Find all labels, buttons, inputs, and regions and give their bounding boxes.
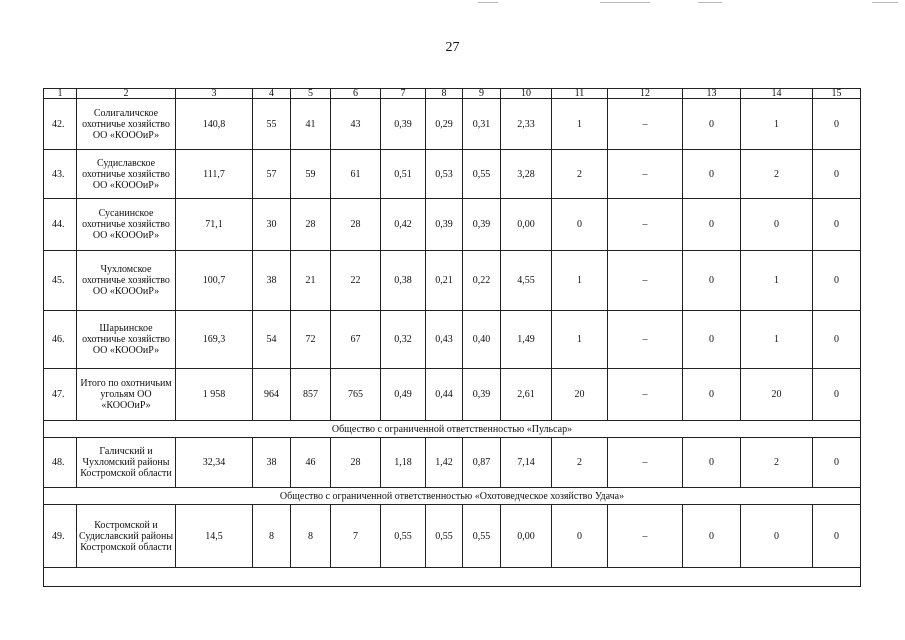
organization-name: Общество с ограниченной ответственностью «Пульсар»	[44, 421, 861, 438]
table-cell: 0	[552, 199, 608, 251]
column-header: 11	[552, 89, 608, 99]
table-cell: 0,51	[381, 150, 426, 199]
table-cell: 7	[331, 505, 381, 568]
column-header: 14	[741, 89, 813, 99]
row-number: 43.	[44, 150, 77, 199]
table-cell: 0	[813, 438, 861, 488]
table-cell: 30	[253, 199, 291, 251]
scan-marks	[0, 0, 905, 8]
table-cell: 0,43	[426, 311, 463, 369]
table-cell: 43	[331, 99, 381, 150]
row-number: 48.	[44, 438, 77, 488]
row-number: 46.	[44, 311, 77, 369]
table-cell: 0,87	[463, 438, 501, 488]
row-name: Солигаличское охотничье хозяйство ОО «КОООиР»	[77, 99, 176, 150]
table-cell: 1	[552, 311, 608, 369]
column-header: 9	[463, 89, 501, 99]
table-cell: 57	[253, 150, 291, 199]
column-header: 4	[253, 89, 291, 99]
table-cell: 2	[552, 438, 608, 488]
table-cell: 0,39	[426, 199, 463, 251]
column-header: 5	[291, 89, 331, 99]
table-cell: 0,55	[463, 505, 501, 568]
table-cell: 0	[813, 150, 861, 199]
table-cell: 0,39	[463, 369, 501, 421]
table-cell: –	[608, 99, 683, 150]
table-cell: 28	[291, 199, 331, 251]
table-cell: 1	[741, 251, 813, 311]
table-cell: 20	[741, 369, 813, 421]
table-cell: 0,31	[463, 99, 501, 150]
page-number: 27	[445, 40, 460, 55]
table-cell: 54	[253, 311, 291, 369]
table-cell: 72	[291, 311, 331, 369]
table-row	[44, 150, 861, 199]
table-cell: 1 958	[176, 369, 253, 421]
table-cell: 59	[291, 150, 331, 199]
table-cell: 22	[331, 251, 381, 311]
table-cell: 0,49	[381, 369, 426, 421]
table-cell: 67	[331, 311, 381, 369]
table-cell: 0	[813, 251, 861, 311]
table-cell: 0,00	[501, 199, 552, 251]
table-cell: 14,5	[176, 505, 253, 568]
table-cell: 1	[552, 99, 608, 150]
column-header: 13	[683, 89, 741, 99]
table-cell: 0,42	[381, 199, 426, 251]
table-cell: 2	[741, 438, 813, 488]
column-header: 3	[176, 89, 253, 99]
table-cell: 46	[291, 438, 331, 488]
table-cell: 8	[253, 505, 291, 568]
table-row	[44, 251, 861, 311]
table-cell: 140,8	[176, 99, 253, 150]
row-number: 45.	[44, 251, 77, 311]
empty-cell	[44, 568, 861, 587]
table-cell: –	[608, 199, 683, 251]
table-cell: 28	[331, 199, 381, 251]
table-cell: –	[608, 311, 683, 369]
table-cell: 55	[253, 99, 291, 150]
table-cell: 111,7	[176, 150, 253, 199]
table-row	[44, 505, 861, 568]
table-cell: 765	[331, 369, 381, 421]
table-cell: 38	[253, 438, 291, 488]
table-cell: 0	[813, 505, 861, 568]
table-cell: 0,39	[463, 199, 501, 251]
table-cell: 2	[741, 150, 813, 199]
table-cell: 20	[552, 369, 608, 421]
table-cell: 964	[253, 369, 291, 421]
table-cell: 28	[331, 438, 381, 488]
table-cell: 38	[253, 251, 291, 311]
column-header: 15	[813, 89, 861, 99]
organization-name: Общество с ограниченной ответственностью «Охотоведческое хозяйство Удача»	[44, 488, 861, 505]
table-cell: 4,55	[501, 251, 552, 311]
table-cell: 0	[683, 311, 741, 369]
table-cell: 0,55	[381, 505, 426, 568]
table-cell: 0,00	[501, 505, 552, 568]
table-cell: 2,33	[501, 99, 552, 150]
empty-row	[44, 568, 861, 587]
row-name: Судиславское охотничье хозяйство ОО «КОООиР»	[77, 150, 176, 199]
table-cell: 71,1	[176, 199, 253, 251]
table-cell: 0,22	[463, 251, 501, 311]
row-number: 42.	[44, 99, 77, 150]
table-cell: 0	[741, 199, 813, 251]
table-cell: 169,3	[176, 311, 253, 369]
table-cell: 1,42	[426, 438, 463, 488]
column-header: 6	[331, 89, 381, 99]
table-cell: 100,7	[176, 251, 253, 311]
table-row	[44, 438, 861, 488]
table-cell: –	[608, 505, 683, 568]
column-header: 7	[381, 89, 426, 99]
table-body	[44, 89, 861, 587]
table-row	[44, 99, 861, 150]
row-number: 49.	[44, 505, 77, 568]
column-header: 2	[77, 89, 176, 99]
row-number: 47.	[44, 369, 77, 421]
table-cell: 0,29	[426, 99, 463, 150]
table-cell: 1,49	[501, 311, 552, 369]
table-cell: 2,61	[501, 369, 552, 421]
table-row	[44, 311, 861, 369]
row-name: Костромской и Судиславский районы Костромской области	[77, 505, 176, 568]
table-cell: 0	[683, 199, 741, 251]
table-row	[44, 369, 861, 421]
table-cell: 1	[741, 311, 813, 369]
table-cell: 0,40	[463, 311, 501, 369]
table-cell: 0,53	[426, 150, 463, 199]
row-name: Сусанинское охотничье хозяйство ОО «КОООиР»	[77, 199, 176, 251]
row-name: Итого по охотничьим угольям ОО «КОООиР»	[77, 369, 176, 421]
table-cell: 1,18	[381, 438, 426, 488]
table-cell: 0	[813, 199, 861, 251]
data-table	[43, 88, 861, 587]
table-cell: 0	[683, 99, 741, 150]
table-cell: 0	[683, 438, 741, 488]
row-name: Шарьинское охотничье хозяйство ОО «КОООиР»	[77, 311, 176, 369]
table-cell: 7,14	[501, 438, 552, 488]
table-cell: 1	[552, 251, 608, 311]
organization-row	[44, 488, 861, 505]
column-header: 10	[501, 89, 552, 99]
table-cell: 0,55	[463, 150, 501, 199]
table-cell: 2	[552, 150, 608, 199]
table-cell: 0,21	[426, 251, 463, 311]
table-cell: 0	[552, 505, 608, 568]
table-cell: 21	[291, 251, 331, 311]
table-cell: 0	[813, 311, 861, 369]
column-header: 8	[426, 89, 463, 99]
table-cell: 32,34	[176, 438, 253, 488]
table-cell: –	[608, 150, 683, 199]
column-header: 12	[608, 89, 683, 99]
table-cell: 0,55	[426, 505, 463, 568]
table-cell: 8	[291, 505, 331, 568]
table-cell: 0,39	[381, 99, 426, 150]
row-name: Чухломское охотничье хозяйство ОО «КОООиР»	[77, 251, 176, 311]
table-cell: 0	[741, 505, 813, 568]
table-cell: 0,32	[381, 311, 426, 369]
table-cell: 0	[813, 369, 861, 421]
table-cell: 61	[331, 150, 381, 199]
table-cell: 0	[683, 369, 741, 421]
table-cell: 3,28	[501, 150, 552, 199]
table-cell: 857	[291, 369, 331, 421]
column-header: 1	[44, 89, 77, 99]
table-cell: 0,38	[381, 251, 426, 311]
table-cell: –	[608, 369, 683, 421]
table-cell: 0,44	[426, 369, 463, 421]
table-cell: 41	[291, 99, 331, 150]
header-row	[44, 89, 861, 99]
table-cell: 0	[813, 99, 861, 150]
table-cell: –	[608, 251, 683, 311]
table-cell: 0	[683, 150, 741, 199]
row-name: Галичский и Чухломский районы Костромской области	[77, 438, 176, 488]
table-cell: 0	[683, 251, 741, 311]
row-number: 44.	[44, 199, 77, 251]
table-cell: 1	[741, 99, 813, 150]
table-cell: –	[608, 438, 683, 488]
table-cell: 0	[683, 505, 741, 568]
table-row	[44, 199, 861, 251]
organization-row	[44, 421, 861, 438]
